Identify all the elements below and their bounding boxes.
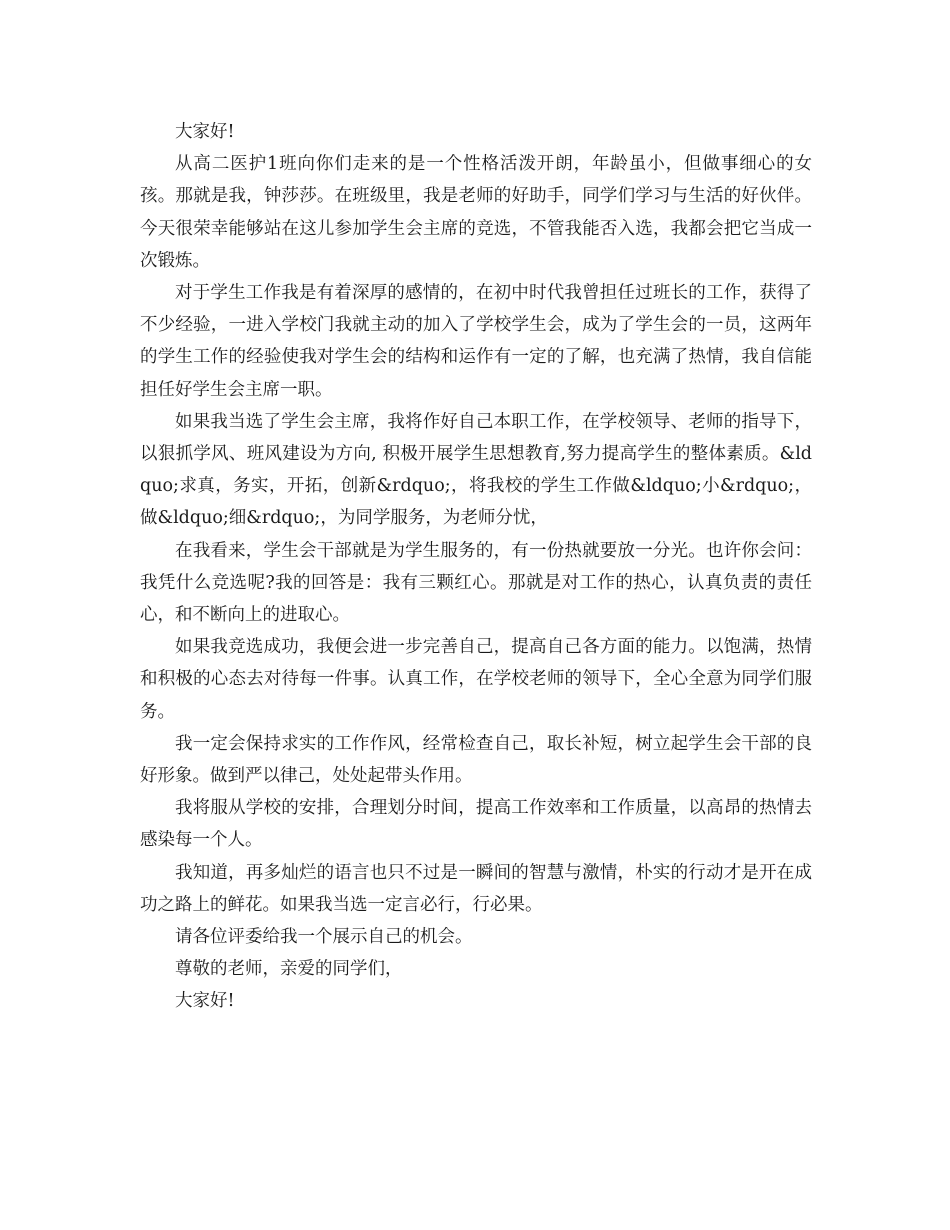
- paragraph-introduction: 从高二医护1班向你们走来的是一个性格活泼开朗，年龄虽小，但做事细心的女孩。那就是我，钟莎莎。在班级里，我是老师的好助手，同学们学习与生活的好伙伴。今天很荣幸能够站在这儿参加学生会主席的竞选，不管我能否入选，我都会把它当成一次锻炼。: [140, 154, 812, 271]
- paragraph-self-improvement: 如果我竞选成功，我便会进一步完善自己，提高自己各方面的能力。以饱满，热情和积极的心态去对待每一件事。认真工作，在学校老师的领导下，全心全意为同学们服务。: [140, 637, 812, 722]
- paragraph-action: 我知道，再多灿烂的语言也只不过是一瞬间的智慧与激情，朴实的行动才是开在成功之路上的鲜花。如果我当选一定言必行，行必果。: [140, 862, 812, 915]
- paragraph-three-hearts: 在我看来，学生会干部就是为学生服务的，有一份热就要放一分光。也许你会问：我凭什么竞选呢?我的回答是：我有三颗红心。那就是对工作的热心，认真负责的责任心，和不断向上的进取心。: [140, 540, 812, 626]
- paragraph-experience: 对于学生工作我是有着深厚的感情的，在初中时代我曾担任过班长的工作，获得了不少经验，一进入学校门我就主动的加入了学校学生会，成为了学生会的一员，这两年的学生工作的经验使我对学生会的结构和运作有一定的了解，也充满了热情，我自信能担任好学生会主席一职。: [140, 283, 812, 400]
- document-body: [140, 116, 812, 1018]
- paragraph-work-style: 我一定会保持求实的工作作风，经常检查自己，取长补短，树立起学生会干部的良好形象。做到严以律己，处处起带头作用。: [140, 733, 812, 787]
- paragraph-request: 请各位评委给我一个展示自己的机会。: [175, 927, 473, 948]
- paragraph-salutation: 尊敬的老师，亲爱的同学们，: [175, 959, 403, 980]
- paragraph-closing-greeting: 大家好!: [175, 991, 235, 1012]
- paragraph-plan: 如果我当选了学生会主席，我将作好自己本职工作，在学校领导、老师的指导下，以狠抓学风、班风建设为方向, 积极开展学生思想教育,努力提高学生的整体素质。&ldquo;求真，务实，开拓，创新&rdquo;，将我校的学生工作做&ldquo;小&rdquo;，做&ldquo;细&rdquo;，为同学服务，为老师分忧，: [140, 411, 812, 529]
- paragraph-time-management: 我将服从学校的安排，合理划分时间，提高工作效率和工作质量，以高昂的热情去感染每一个人。: [140, 798, 812, 851]
- paragraph-greeting: 大家好!: [175, 122, 235, 142]
